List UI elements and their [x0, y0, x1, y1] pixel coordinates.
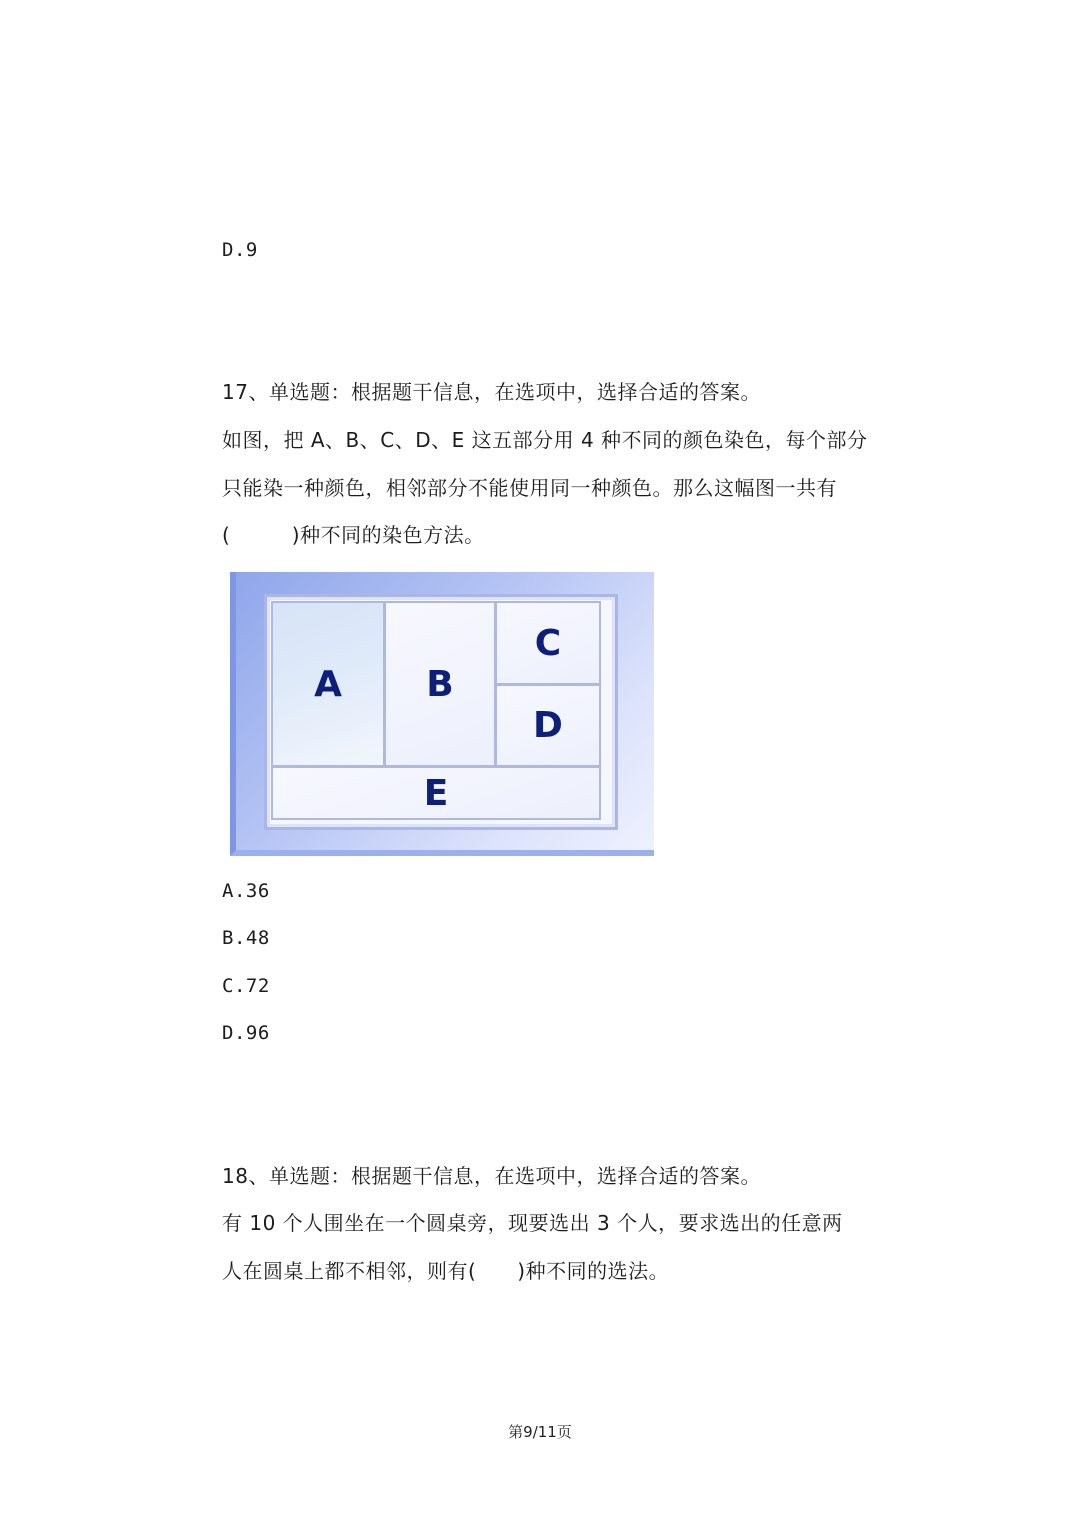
q17-option-b: B.48 [222, 927, 270, 949]
q17-option-c: C.72 [222, 975, 270, 997]
q17-stem-line-1: 如图，把 A、B、C、D、E 这五部分用 4 种不同的颜色染色，每个部分 [222, 428, 868, 452]
q17-stem-line-2: 只能染一种颜色，相邻部分不能使用同一种颜色。那么这幅图一共有 [222, 476, 837, 500]
q17-option-a: A.36 [222, 880, 270, 902]
q17-option-d: D.96 [222, 1022, 270, 1044]
q17-header: 17、单选题：根据题干信息，在选项中，选择合适的答案。 [222, 380, 761, 404]
q17-stem-line-3: ( )种不同的染色方法。 [222, 523, 485, 547]
region-c: C [495, 601, 601, 685]
q16-option-d: D.9 [222, 239, 258, 261]
coloring-figure [230, 572, 654, 856]
q18-header: 18、单选题：根据题干信息，在选项中，选择合适的答案。 [222, 1164, 761, 1188]
region-a: A [271, 601, 385, 767]
page-number: 第9/11页 [508, 1423, 572, 1441]
region-b: B [384, 601, 496, 767]
region-e: E [271, 766, 601, 820]
q18-stem-line-2: 人在圆桌上都不相邻，则有( )种不同的选法。 [222, 1259, 670, 1283]
region-d: D [495, 684, 601, 767]
figure-panel [264, 594, 618, 830]
q18-stem-line-1: 有 10 个人围坐在一个圆桌旁，现要选出 3 个人，要求选出的任意两 [222, 1211, 843, 1235]
